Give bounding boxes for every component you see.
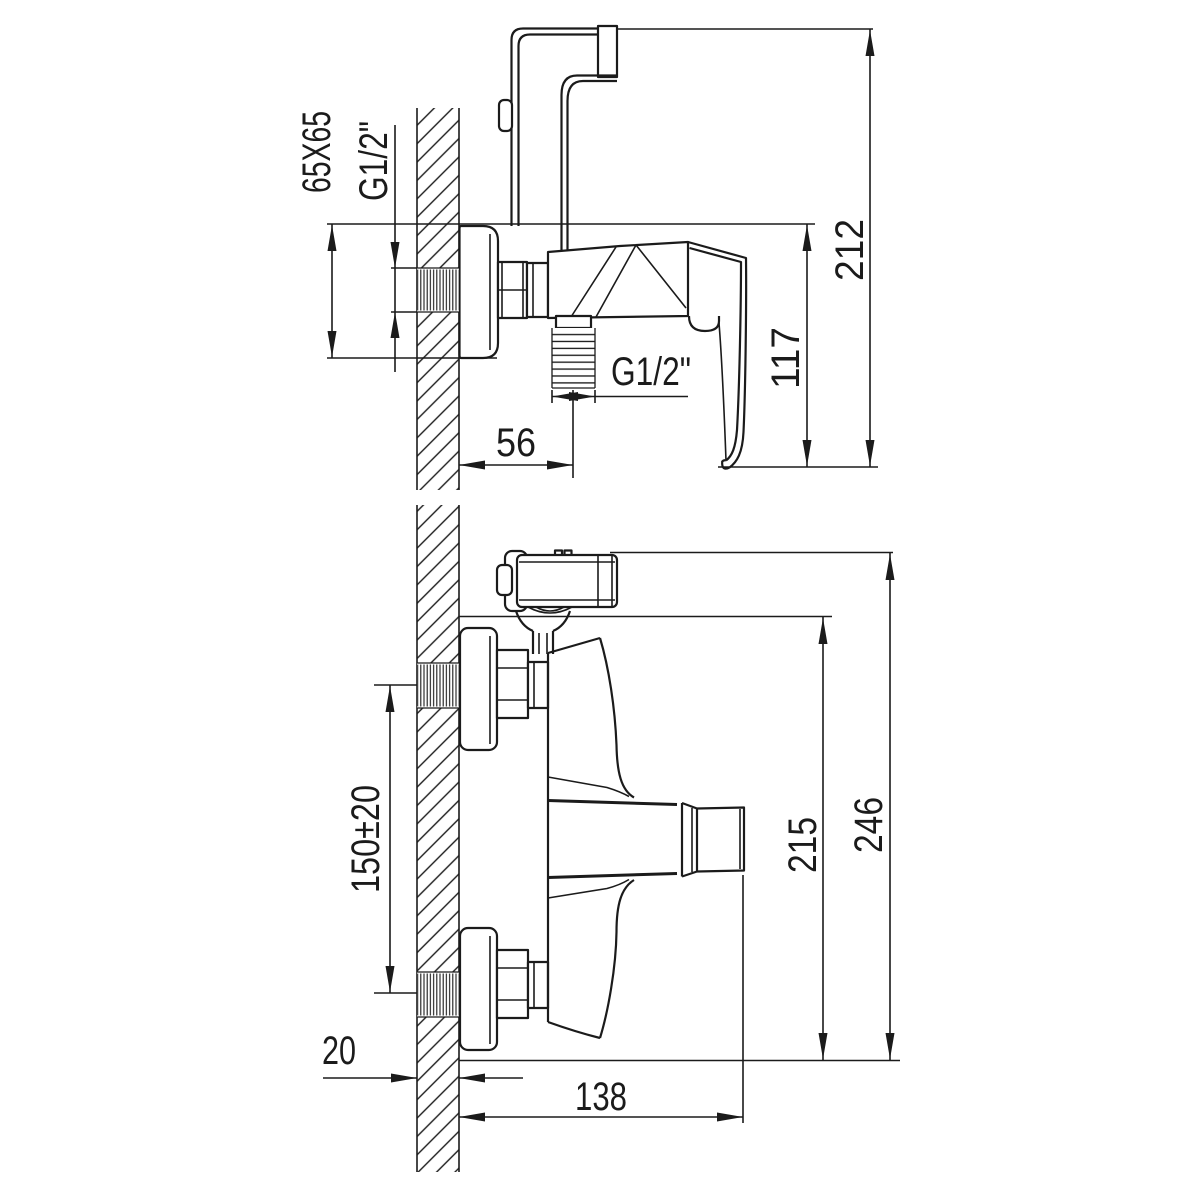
shower-grip-outer [562, 76, 618, 253]
wing-bottom-inner [548, 880, 629, 899]
mixer-body [548, 638, 677, 1038]
thread-ridges [417, 665, 459, 707]
body-upper-curve [600, 638, 634, 798]
overall-height-label: 246 [847, 786, 891, 853]
arrow-down-icon [386, 966, 395, 992]
thread-ridges [417, 974, 459, 1016]
dimension-246 [610, 553, 895, 1061]
arrow-left-icon [459, 1074, 485, 1083]
handle-hub [689, 316, 719, 331]
funnel [516, 611, 570, 654]
arrow-left-icon [459, 461, 485, 470]
outlet-thread-label: G1/2" [611, 350, 691, 394]
escutcheon [460, 628, 497, 750]
lever-handle [682, 803, 744, 877]
arrow-up-icon [886, 554, 895, 580]
body-height-label: 117 [764, 325, 808, 389]
wall-section [417, 505, 459, 1172]
hex-nut [497, 950, 528, 1018]
arrow-up-icon [866, 30, 875, 56]
escutcheon-size-label: 65X65 [295, 77, 339, 193]
arrow-down-icon [886, 1033, 895, 1059]
holder-clip [598, 26, 617, 77]
lever-handle [688, 242, 746, 469]
body-bottom-edge [548, 1022, 600, 1038]
wall-thickness-label: 20 [322, 1029, 356, 1073]
escutcheon [460, 928, 497, 1050]
outlet-ridges [552, 330, 595, 386]
wing-top-edge [548, 801, 677, 805]
arrow-up-icon [386, 686, 395, 712]
arrow-up-icon [391, 312, 400, 338]
holder-tab [497, 565, 512, 595]
arrow-right-icon [391, 1074, 417, 1083]
wing-top-inner [548, 777, 629, 797]
holder-bar-outer [512, 29, 599, 227]
wing-bottom-edge [548, 874, 677, 878]
shower-holder [499, 26, 617, 252]
sleeve [528, 662, 548, 708]
arrow-down-icon [328, 331, 337, 357]
outlet-thread [552, 316, 595, 388]
wall-hatch [417, 505, 459, 1172]
plate-outline [460, 226, 499, 358]
outlet-neck [556, 316, 591, 328]
funnel-stem-inner [539, 633, 547, 654]
arrow-down-icon [819, 1033, 828, 1059]
holder-tab [499, 100, 512, 131]
overall-depth-label: 138 [575, 1075, 627, 1119]
inlet-centers-label: 150±20 [344, 759, 388, 893]
hex-nut [498, 262, 548, 318]
sleeve [527, 263, 548, 317]
inlet-thread [417, 268, 459, 312]
body-lower-curve [600, 880, 634, 1038]
shower-grip-inner [568, 81, 618, 252]
arrow-left-icon [459, 1113, 485, 1122]
holder-bar-inner [519, 35, 599, 227]
handle-inner [690, 248, 742, 461]
body-outline [548, 242, 688, 318]
arrow-right-icon [717, 1113, 743, 1122]
handle-grip [697, 808, 744, 872]
outlet-offset-label: 56 [496, 421, 536, 465]
overall-height-label: 212 [828, 214, 872, 281]
hex-nut [497, 650, 528, 718]
side-view [295, 26, 878, 490]
arrow-down-icon [803, 440, 812, 466]
handle-bezel [682, 803, 697, 877]
sleeve [528, 962, 548, 1008]
thread-ridges [417, 270, 459, 311]
dimension-150 [344, 685, 417, 993]
inlet-thread-label: G1/2" [352, 100, 396, 201]
dimension-56 [459, 421, 573, 470]
dimension-inlet-thread [352, 100, 417, 372]
arrow-right-icon [547, 461, 573, 470]
handle-inner-edge [719, 323, 726, 461]
escutcheon-plate [460, 226, 499, 358]
body-height-label: 215 [781, 806, 825, 873]
arrow-right-icon [569, 392, 595, 401]
arrow-up-icon [819, 618, 828, 644]
arrow-up-icon [803, 225, 812, 251]
arrow-down-icon [391, 242, 400, 268]
arrow-up-icon [328, 225, 337, 251]
arrow-down-icon [866, 440, 875, 466]
front-view [322, 505, 900, 1172]
body-top-edge [548, 638, 600, 653]
